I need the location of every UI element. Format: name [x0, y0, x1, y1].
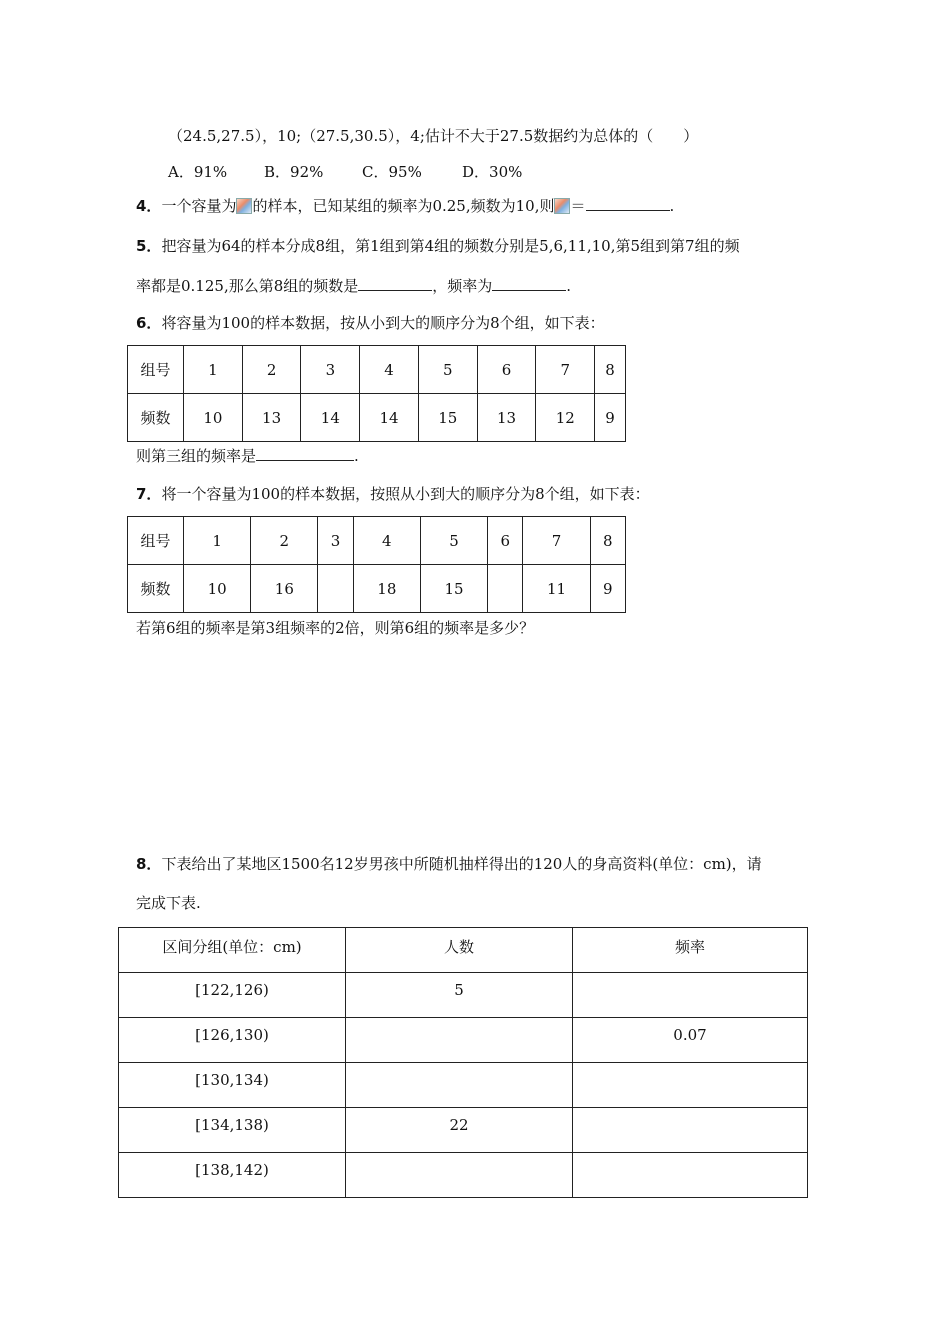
q8-interval-cell: [138,142): [119, 1153, 346, 1198]
q8-interval-cell: [130,134): [119, 1063, 346, 1108]
q6-value-cell: 10: [184, 394, 243, 442]
q8-frequency-cell[interactable]: [573, 1153, 808, 1198]
q6-number: 6．: [136, 314, 162, 332]
q8-frequency-cell: 0.07: [573, 1018, 808, 1063]
q7-value-cell: 18: [353, 565, 420, 613]
q6-group-cell: 4: [360, 346, 419, 394]
q7-header-row: [128, 517, 626, 565]
q7-value-cell: 15: [420, 565, 487, 613]
q8-frequency-cell[interactable]: [573, 1108, 808, 1153]
q8-count-cell[interactable]: [346, 1018, 573, 1063]
q7-value-cell[interactable]: [488, 565, 523, 613]
q3-option-b: B．92%: [264, 163, 324, 181]
table-row: [119, 1153, 808, 1198]
q4-line: [136, 196, 674, 216]
q7-group-cell: 1: [184, 517, 251, 565]
q8-number: 8．: [136, 855, 162, 873]
q3-option-c: C．95%: [362, 163, 422, 181]
q6-group-cell: 5: [418, 346, 477, 394]
q8-table: [118, 927, 808, 1198]
q8-interval-cell: [122,126): [119, 973, 346, 1018]
q4-number: 4．: [136, 197, 162, 215]
q5-frequency-blank[interactable]: [492, 276, 566, 291]
q6-group-cell: 2: [242, 346, 301, 394]
q7-header-label: 组号: [128, 517, 184, 565]
q4-text-b: 的样本，已知某组的频率为0.25,频数为10,则: [252, 197, 555, 215]
q3-option-a: A．91%: [168, 163, 228, 181]
q7-after-line: 若第6组的频率是第3组频率的2倍，则第6组的频率是多少？: [136, 619, 535, 637]
q6-value-cell: 9: [595, 394, 626, 442]
q6-after-line: [136, 446, 359, 466]
q7-group-cell: 5: [420, 517, 487, 565]
q6-value-cell: 15: [418, 394, 477, 442]
q4-text-d: .: [669, 197, 675, 215]
q8-count-cell[interactable]: [346, 1063, 573, 1108]
q5-line-1: [136, 236, 740, 256]
q5-line-2: [136, 276, 571, 296]
q6-group-cell: 8: [595, 346, 626, 394]
q5-count-blank[interactable]: [358, 276, 432, 291]
table-row: [119, 1063, 808, 1108]
q8-line-1: [136, 854, 762, 874]
q8-count-cell[interactable]: [346, 1153, 573, 1198]
q7-table: [127, 516, 626, 613]
q8-count-cell: 22: [346, 1108, 573, 1153]
q4-answer-blank[interactable]: [586, 196, 670, 211]
q5-text-2a: 率都是0.125,那么第8组的频数是: [136, 277, 359, 295]
q7-value-cell: 9: [590, 565, 625, 613]
q6-line: [136, 313, 605, 333]
q6-group-cell: 1: [184, 346, 243, 394]
q7-value-cell: 10: [184, 565, 251, 613]
q7-value-cell: 11: [523, 565, 590, 613]
q6-value-cell: 14: [301, 394, 360, 442]
q6-group-cell: 6: [477, 346, 536, 394]
q6-after-text: 则第三组的频率是: [136, 447, 257, 465]
q8-header-frequency: 频率: [573, 928, 808, 973]
q8-header-interval: 区间分组(单位：cm): [119, 928, 346, 973]
table-row: [119, 1018, 808, 1063]
q7-group-cell: 2: [251, 517, 318, 565]
q6-text: 将容量为100的样本数据，按从小到大的顺序分为8个组，如下表：: [161, 314, 605, 332]
q6-header-row: [128, 346, 626, 394]
q5-number: 5．: [136, 237, 162, 255]
q6-value-cell: 14: [360, 394, 419, 442]
q5-text-1: 把容量为64的样本分成8组，第1组到第4组的频数分别是5,6,11,10,第5组到第7组的频: [161, 237, 740, 255]
q6-after-end: .: [354, 447, 359, 465]
q8-frequency-cell[interactable]: [573, 973, 808, 1018]
q3-line: （24.5,27.5），10;（27.5,30.5），4;估计不大于27.5数据约为总体的（ ）: [168, 127, 699, 145]
q6-row-label: 频数: [128, 394, 184, 442]
q7-value-row: [128, 565, 626, 613]
q6-value-cell: 13: [477, 394, 536, 442]
q6-value-cell: 12: [536, 394, 595, 442]
table-row: [119, 1108, 808, 1153]
q8-line-2: 完成下表.: [136, 894, 201, 912]
q7-line: [136, 484, 650, 504]
q6-answer-blank[interactable]: [256, 446, 354, 461]
q5-text-2b: ，频率为: [432, 277, 493, 295]
q3-option-d: D．30%: [462, 163, 523, 181]
q5-text-2c: .: [566, 277, 572, 295]
q7-number: 7．: [136, 485, 162, 503]
q8-interval-cell: [126,130): [119, 1018, 346, 1063]
q4-text-c: ＝: [570, 197, 586, 215]
q4-text-a: 一个容量为: [161, 197, 237, 215]
q8-interval-cell: [134,138): [119, 1108, 346, 1153]
q6-header-label: 组号: [128, 346, 184, 394]
q7-group-cell: 3: [318, 517, 353, 565]
q8-header-row: [119, 928, 808, 973]
q6-table: [127, 345, 626, 442]
table-row: [119, 973, 808, 1018]
q8-text-1: 下表给出了某地区1500名12岁男孩中所随机抽样得出的120人的身高资料(单位：cm)，请: [161, 855, 762, 873]
q6-value-row: [128, 394, 626, 442]
formula-image-icon: [554, 198, 570, 214]
q8-frequency-cell[interactable]: [573, 1063, 808, 1108]
q7-value-cell[interactable]: [318, 565, 353, 613]
q6-value-cell: 13: [242, 394, 301, 442]
q8-count-cell: 5: [346, 973, 573, 1018]
q3-options: [168, 162, 522, 182]
formula-image-icon: [236, 198, 252, 214]
q6-group-cell: 7: [536, 346, 595, 394]
q7-row-label: 频数: [128, 565, 184, 613]
q7-value-cell: 16: [251, 565, 318, 613]
q7-group-cell: 7: [523, 517, 590, 565]
q6-group-cell: 3: [301, 346, 360, 394]
q7-group-cell: 4: [353, 517, 420, 565]
q8-header-count: 人数: [346, 928, 573, 973]
q7-group-cell: 6: [488, 517, 523, 565]
q7-text: 将一个容量为100的样本数据，按照从小到大的顺序分为8个组，如下表：: [161, 485, 650, 503]
q7-group-cell: 8: [590, 517, 625, 565]
